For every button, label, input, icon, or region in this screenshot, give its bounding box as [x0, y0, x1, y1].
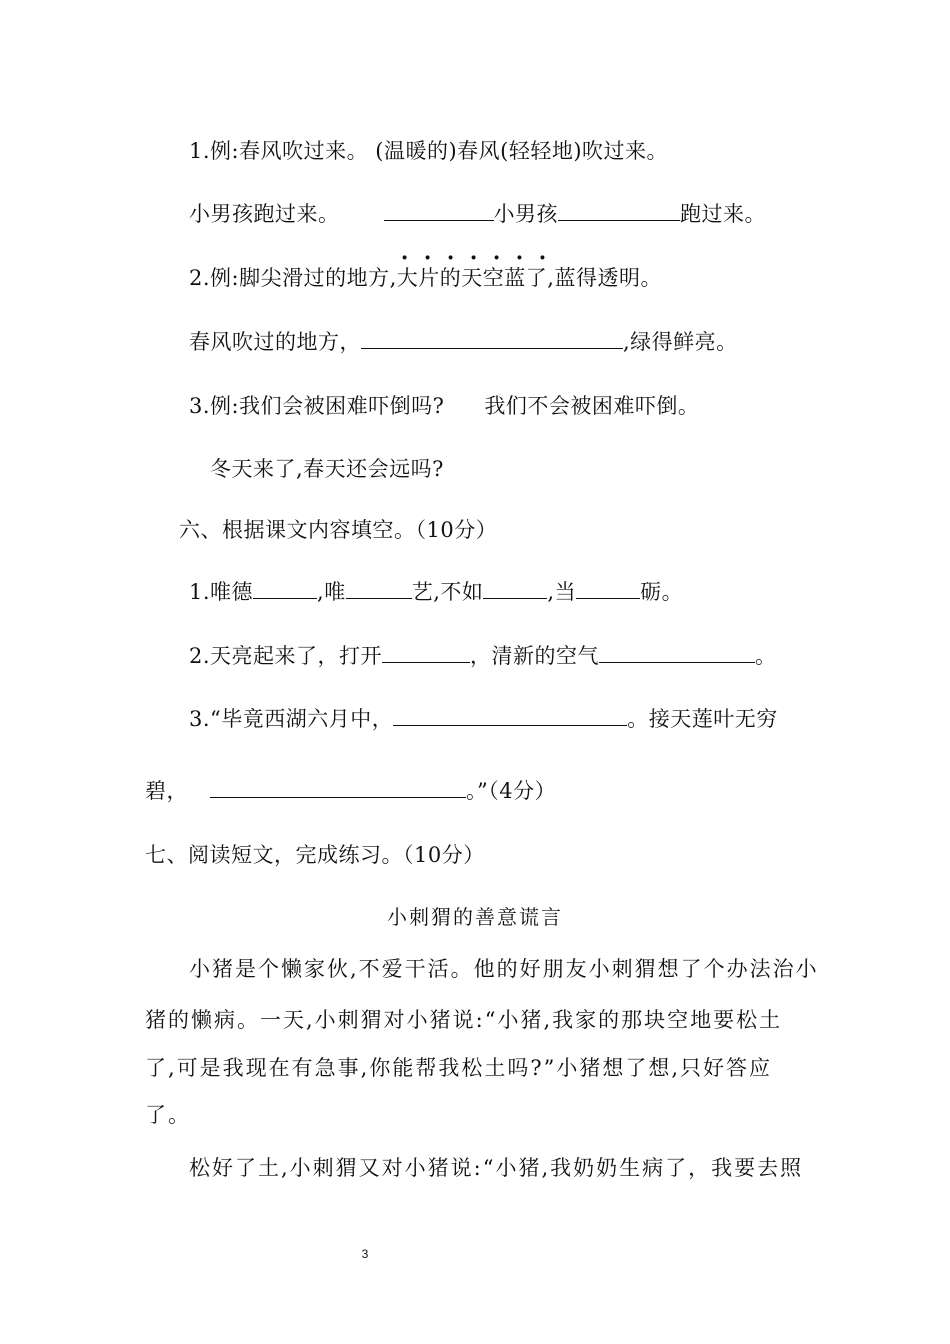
- story-line: 小猪是个懒家伙,不爱干活。他的好朋友小刺猬想了个办法治小: [189, 957, 819, 981]
- q6-item1-part4: ,当: [547, 580, 577, 604]
- q7-heading: 七、阅读短文，完成练习。（10分）: [145, 843, 485, 867]
- q5-ex2-emphasis-dots: [397, 263, 548, 293]
- q6-item3-part-b: 。接天莲叶无穷: [627, 707, 778, 731]
- q5-ex1-prompt-b: 小男孩: [493, 202, 558, 226]
- q6-item1-blank-2[interactable]: [346, 578, 412, 599]
- q6-item3-line1: [189, 704, 778, 734]
- q5-ex1-prompt-a: 小男孩跑过来。: [189, 202, 340, 226]
- q6-item3-part-c: 碧，: [145, 779, 188, 803]
- q5-ex2-blank[interactable]: [361, 328, 623, 349]
- story-title: 小刺猬的善意谎言: [387, 905, 563, 929]
- q6-item1-blank-3[interactable]: [483, 578, 547, 599]
- q6-item3-blank-2[interactable]: [210, 777, 466, 798]
- story-line: 了。: [145, 1103, 191, 1127]
- q6-item2-blank-1[interactable]: [382, 642, 470, 663]
- q5-ex1-example: 1.例:春风吹过来。 (温暖的)春风(轻轻地)吹过来。: [189, 139, 669, 163]
- q6-item2-blank-2[interactable]: [599, 642, 755, 663]
- q5-ex3-example-a: 3.例:我们会被困难吓倒吗?: [189, 394, 445, 418]
- story-line: 了,可是我现在有急事,你能帮我松土吗?”小猪想了想,只好答应: [145, 1056, 773, 1080]
- q6-item1-part1: 1.唯德: [189, 580, 254, 604]
- q6-item3-part-a: 3.“毕竟西湖六月中，: [189, 707, 394, 731]
- q6-item1: [189, 577, 683, 607]
- q6-heading: 六、根据课文内容填空。（10分）: [179, 518, 498, 542]
- q5-ex1-blank-1[interactable]: [384, 200, 494, 221]
- q6-item1-part2: ,唯: [317, 580, 346, 604]
- page-number: 3: [361, 1247, 369, 1261]
- story-line: 猪的懒病。一天,小刺猬对小猪说:“小猪,我家的那块空地要松土: [145, 1008, 783, 1032]
- q5-ex2-example-pre: 2.例:脚尖滑过的地方,: [189, 266, 397, 290]
- q6-item2-part1: 2.天亮起来了，打开: [189, 644, 383, 668]
- q5-ex3-example: [189, 391, 699, 421]
- q6-item1-part3: 艺,不如: [411, 580, 484, 604]
- q5-ex3-prompt: 冬天来了,春天还会远吗?: [210, 457, 444, 481]
- q5-ex1-prompt-c: 跑过来。: [680, 202, 766, 226]
- q6-item2: [189, 641, 777, 671]
- q6-item3-blank-1[interactable]: [393, 705, 627, 726]
- q6-item1-blank-4[interactable]: [576, 578, 640, 599]
- q6-item1-blank-1[interactable]: [253, 578, 317, 599]
- q5-ex2-prompt-b: ,绿得鲜亮。: [623, 330, 738, 354]
- q5-ex2-prompt: [189, 327, 738, 357]
- story-line: 松好了土,小刺猬又对小猪说:“小猪,我奶奶生病了，我要去照: [189, 1156, 804, 1180]
- q6-item2-part3: 。: [755, 644, 777, 668]
- q5-ex2-example-post: ,蓝得透明。: [547, 266, 662, 290]
- q6-item3-part-d: 。”（4分）: [466, 779, 557, 803]
- q5-ex2-example: [189, 263, 662, 293]
- q5-ex3-example-b: 我们不会被困难吓倒。: [484, 394, 700, 418]
- q6-item3-line2: [145, 776, 556, 806]
- q5-ex2-prompt-a: 春风吹过的地方，: [189, 330, 361, 354]
- q5-ex2-example-dotted: 大片的天空蓝了: [396, 266, 548, 290]
- q6-item2-part2: ，清新的空气: [470, 644, 600, 668]
- q5-ex1-prompt: [189, 199, 766, 229]
- q6-item1-part5: 砺。: [640, 580, 684, 604]
- q5-ex1-blank-2[interactable]: [558, 200, 680, 221]
